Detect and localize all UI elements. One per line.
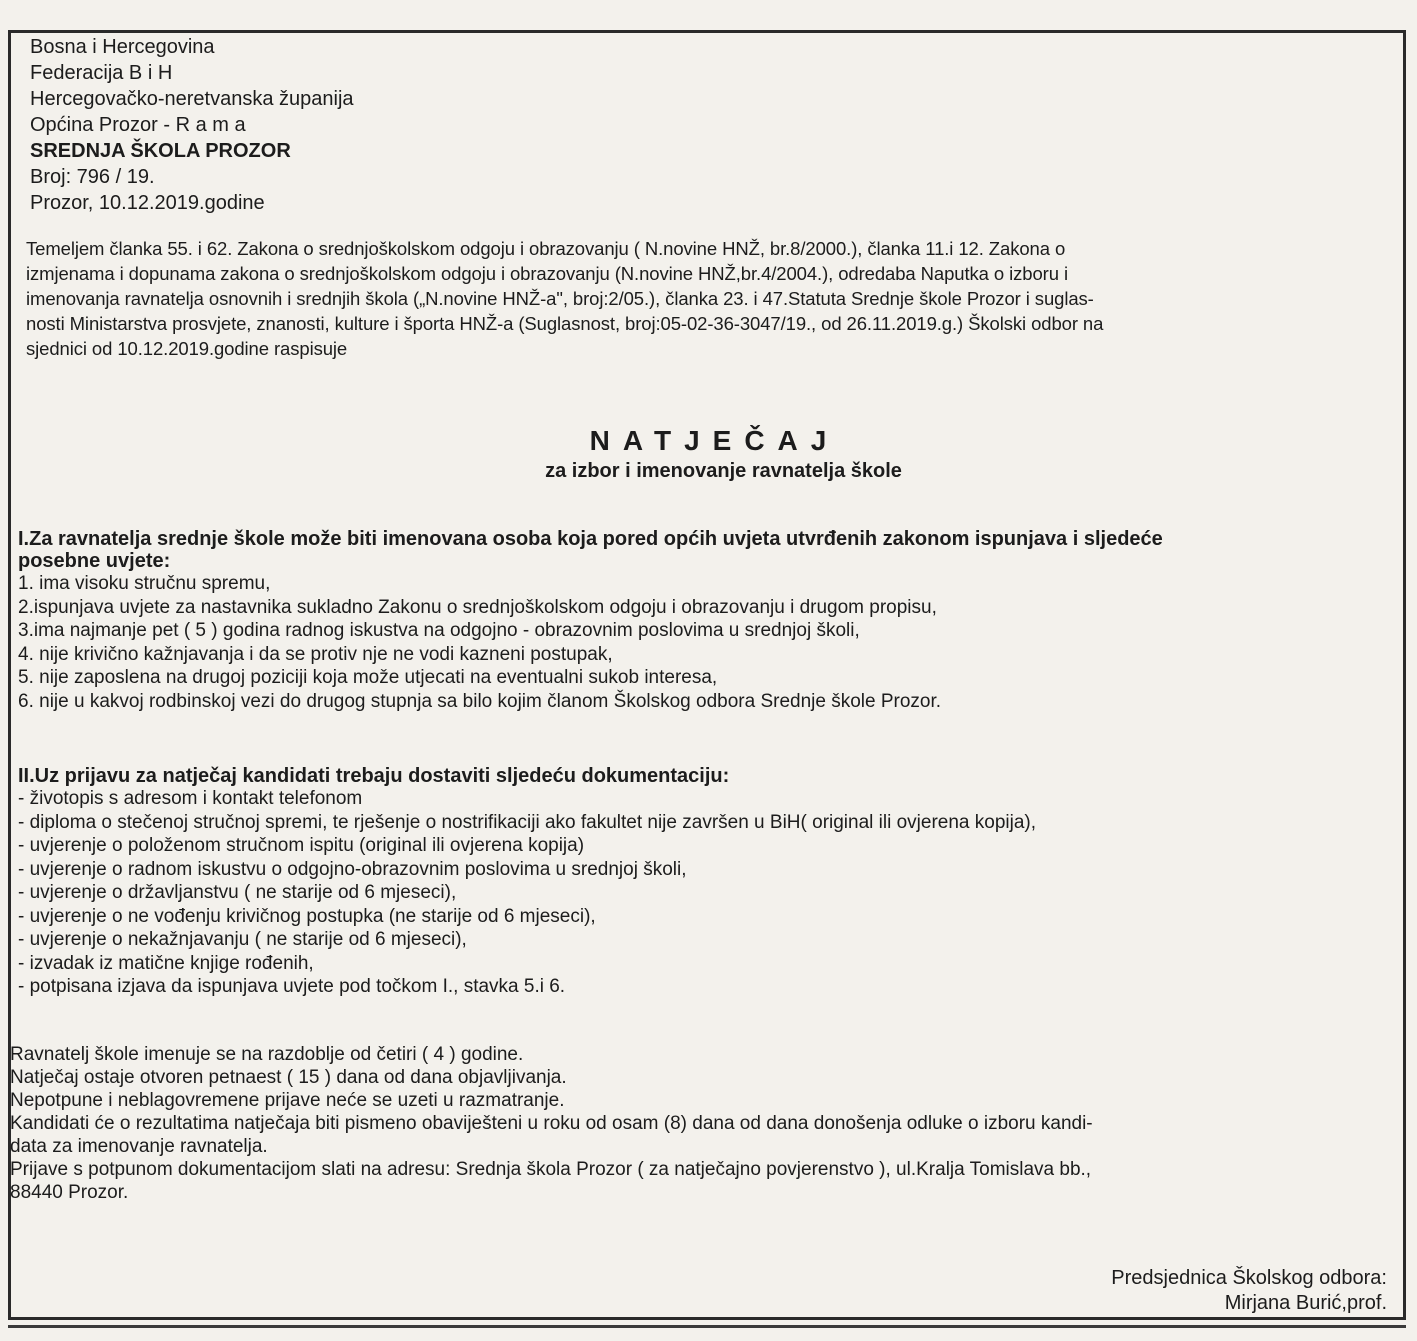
list-item: - izvadak iz matične knjige rođenih, bbox=[18, 952, 314, 974]
bottom-rule bbox=[8, 1325, 1406, 1328]
list-item: 5. nije zaposlena na drugoj poziciji koja može utjecati na eventualni sukob interesa, bbox=[18, 667, 718, 688]
list-item: - uvjerenje o državljanstvu ( ne starije od 6 mjeseci), bbox=[18, 882, 457, 903]
closing-line: 88440 Prozor. bbox=[10, 1182, 129, 1203]
list-item: 4. nije krivično kažnjavanja i da se protiv nje ne vodi kazneni postupak, bbox=[18, 643, 613, 665]
closing-line: Prijave s potpunom dokumentacijom slati na adresu: Srednja škola Prozor ( za natječajno povjerenstvo ), ul.Kralja Tomislava bb., bbox=[10, 1159, 1092, 1180]
list-item: 6. nije u kakvoj rodbinskoj vezi do drugog stupnja sa bilo kojim članom Školskog odbora Srednje škole Prozor. bbox=[18, 690, 942, 712]
intro-line: Temeljem članka 55. i 62. Zakona o srednjoškolskom odgoju i obrazovanju ( N.novine HNŽ, br.8/2000.), članka 11.i 12. Zakona o bbox=[26, 238, 1066, 259]
intro-line: imenovanja ravnatelja osnovnih i srednjih škola („N.novine HNŽ-a", broj:2/05.), članka 23. i 47.Statuta Srednje škole Prozor i suglas- bbox=[26, 288, 1094, 309]
notice-title: NATJEČAJ bbox=[589, 425, 840, 456]
intro-line: izmjenama i dopunama zakona o srednjoškolskom odgoju i obrazovanju (N.novine HNŽ,br.4/2004.), odredaba Naputka o izboru i bbox=[26, 263, 1068, 284]
list-item: - uvjerenje o nekažnjavanju ( ne starije od 6 mjeseci), bbox=[18, 929, 467, 950]
country: Bosna i Hercegovina bbox=[30, 36, 215, 58]
closing-line: Ravnatelj škole imenuje se na razdoblje od četiri ( 4 ) godine. bbox=[10, 1044, 524, 1065]
reference-number: Broj: 796 / 19. bbox=[30, 166, 155, 188]
section-documents bbox=[18, 765, 1398, 999]
signatory-name: Mirjana Burić,prof. bbox=[1224, 1292, 1387, 1314]
list-item: - uvjerenje o položenom stručnom ispitu (original ili ovjerena kopija) bbox=[18, 835, 585, 856]
municipality: Općina Prozor - R a m a bbox=[30, 114, 246, 136]
letterhead bbox=[30, 34, 354, 216]
list-item: - uvjerenje o radnom iskustvu o odgojno-obrazovnim poslovima u srednjoj školi, bbox=[18, 858, 687, 880]
signature-block bbox=[1111, 1266, 1387, 1316]
list-item: - životopis s adresom i kontakt telefonom bbox=[18, 788, 363, 809]
section-heading: posebne uvjete: bbox=[18, 550, 171, 572]
intro-paragraph bbox=[26, 236, 1396, 361]
notice-subtitle: za izbor i imenovanje ravnatelja škole bbox=[545, 460, 902, 482]
intro-line: nosti Ministarstva prosvjete, znanosti, kulture i športa HNŽ-a (Suglasnost, broj:05-02-36-3047/19., od 26.11.2019.g.) Školski odbor na bbox=[26, 313, 1104, 334]
section-heading: I.Za ravnatelja srednje škole može biti imenovana osoba koja pored općih uvjeta utvrđenih zakonom ispunjava i sljedeće bbox=[18, 528, 1163, 550]
closing-line: Nepotpune i neblagovremene prijave neće se uzeti u razmatranje. bbox=[10, 1090, 565, 1111]
closing-line: data za imenovanje ravnatelja. bbox=[10, 1136, 268, 1157]
canton: Hercegovačko-neretvanska županija bbox=[30, 88, 354, 110]
closing-line: Kandidati će o rezultatima natječaja biti pismeno obaviješteni u roku od osam (8) dana od dana donošenja odluke o izboru kandi- bbox=[10, 1113, 1093, 1134]
federation: Federacija B i H bbox=[30, 62, 173, 84]
list-item: - diploma o stečenoj stručnoj spremi, te rješenje o nostrifikaciji ako fakultet nije završen u BiH( original ili ovjerena kopija), bbox=[18, 811, 1037, 833]
section-conditions bbox=[18, 528, 1398, 713]
school-name: SREDNJA ŠKOLA PROZOR bbox=[30, 140, 291, 162]
place-date: Prozor, 10.12.2019.godine bbox=[30, 192, 265, 214]
list-item: 3.ima najmanje pet ( 5 ) godina radnog iskustva na odgojno - obrazovnim poslovima u srednjoj školi, bbox=[18, 620, 860, 641]
list-item: - potpisana izjava da ispunjava uvjete pod točkom I., stavka 5.i 6. bbox=[18, 976, 566, 997]
closing-line: Natječaj ostaje otvoren petnaest ( 15 ) dana od dana objavljivanja. bbox=[10, 1067, 567, 1088]
closing-paragraph bbox=[10, 1043, 1390, 1204]
intro-line: sjednici od 10.12.2019.godine raspisuje bbox=[26, 338, 348, 359]
title-block bbox=[0, 424, 1417, 484]
section-heading: II.Uz prijavu za natječaj kandidati trebaju dostaviti sljedeću dokumentaciju: bbox=[18, 765, 730, 787]
list-item: 2.ispunjava uvjete za nastavnika sukladno Zakonu o srednjoškolskom odgoju i obrazovanju i drugom propisu, bbox=[18, 596, 937, 618]
list-item: 1. ima visoku stručnu spremu, bbox=[18, 573, 271, 594]
signatory-title: Predsjednica Školskog odbora: bbox=[1111, 1267, 1387, 1289]
list-item: - uvjerenje o ne vođenju krivičnog postupka (ne starije od 6 mjeseci), bbox=[18, 905, 596, 927]
